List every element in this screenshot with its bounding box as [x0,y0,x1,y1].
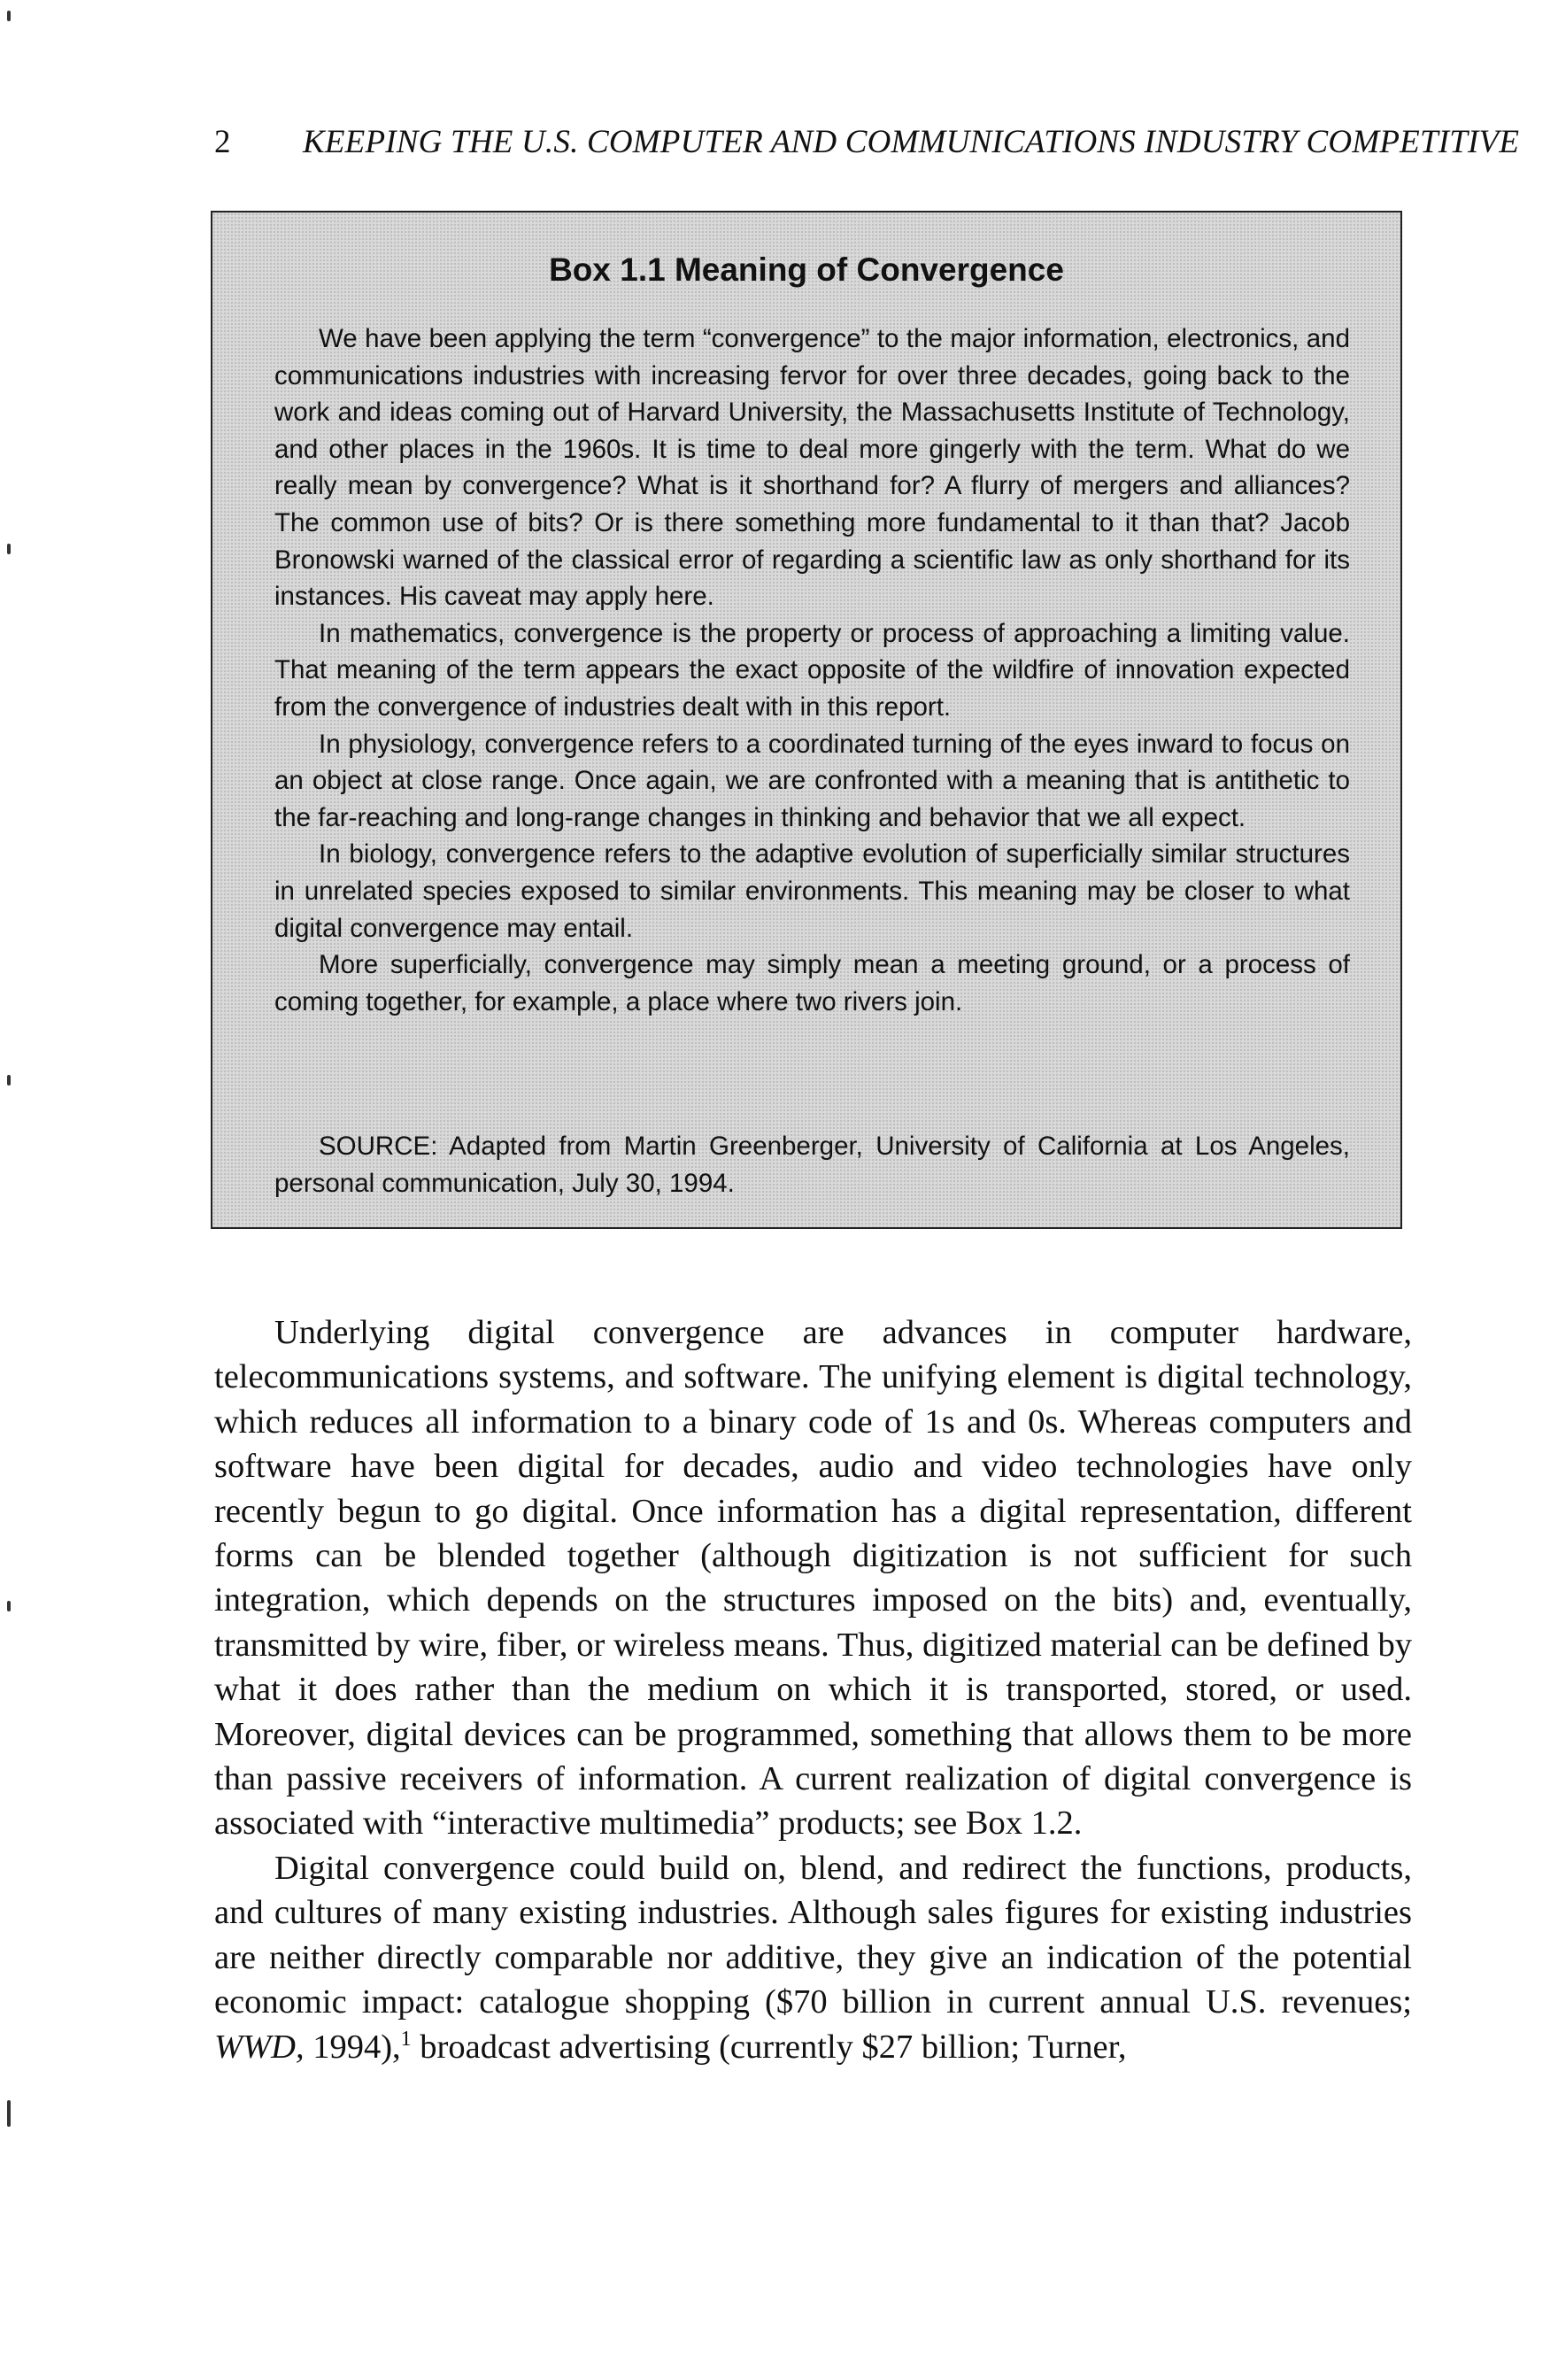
box-1-1 [211,211,1402,1229]
box-paragraph: In mathematics, convergence is the property or process of approaching a limiting value. That meaning of the term appears the exact opposite of the wildfire of innovation expected from the convergence of industries dealt with in this report. [274,618,1350,722]
box-body [274,321,1350,1020]
box-paragraph: More superficially, convergence may simply mean a meeting ground, or a process of coming together, for example, a place where two rivers join. [274,950,1350,1016]
body-paragraph [214,1846,1412,2069]
citation-year: 1994), [304,2028,401,2066]
box-source-text: SOURCE: Adapted from Martin Greenberger, University of California at Los Angeles, personal communication, July 30, 1994. [274,1132,1350,1198]
body-paragraph-text: broadcast advertising (currently $27 billion; Turner, [411,2028,1127,2066]
body-text [214,1310,1412,2069]
page-number: 2 [214,124,231,160]
citation-source: WWD, [214,2028,305,2066]
box-source [274,1128,1350,1202]
scan-speck [7,544,11,554]
box-title: Box 1.1 Meaning of Convergence [549,251,1064,288]
body-paragraph: Underlying digital convergence are advances in computer hardware, telecommunications systems, and software. The unifying element is digital technology, which reduces all information to a binary code of 1s and 0s. Whereas computers and software have been digital for decades, audio and video technologies have only recently begun to go digital. Once information has a digital representation, different forms can be blended together (although digitization is not sufficient for such integration, which depends on the structures imposed on the bits) and, eventually, transmitted by wire, fiber, or wireless means. Thus, digitized material can be defined by what it does rather than the medium on which it is transported, stored, or used. Moreover, digital devices can be programmed, something that allows them to be more than passive receivers of information. A current realization of digital convergence is associated with “interactive multimedia” products; see Box 1.2. [214,1314,1412,1843]
body-paragraph-text: Digital convergence could build on, blend, and redirect the functions, products, and cultures of many existing industries. Although sales figures for existing industries are neither directly comparable nor additive, they give an indication of the potential economic impact: catalogue shopping ($70 billion in current annual U.S. revenues; [214,1849,1412,2021]
footnote-marker: 1 [400,2027,412,2051]
box-paragraph: We have been applying the term “convergence” to the major information, electronics, and communications industries with increasing fervor for over three decades, going back to the work and ideas coming out of Harvard University, the Massachusetts Institute of Technology, and other places in the 1960s. It is time to deal more gingerly with the term. What do we really mean by convergence? What is it shorthand for? A flurry of mergers and alliances? The common use of bits? Or is there something more fundamental to it than that? Jacob Bronowski warned of the classical error of regarding a scientific law as only shorthand for its instances. His caveat may apply here. [274,324,1350,612]
scan-speck [7,1601,11,1611]
box-paragraph: In physiology, convergence refers to a coordinated turning of the eyes inward to focus on an object at close range. Once again, we are confronted with a meaning that is antithetic to the far-reaching and long-range changes in thinking and behavior that we all expect. [274,729,1350,832]
scan-speck [7,11,11,21]
running-header-title: KEEPING THE U.S. COMPUTER AND COMMUNICATIONS INDUSTRY COMPETITIVE [303,124,1520,160]
box-paragraph: In biology, convergence refers to the adaptive evolution of superficially similar structures in unrelated species exposed to similar environments. This meaning may be closer to what digital convergence may entail. [274,839,1350,943]
scan-speck [7,2100,11,2127]
running-header [214,120,1520,165]
scan-speck [7,1075,11,1086]
